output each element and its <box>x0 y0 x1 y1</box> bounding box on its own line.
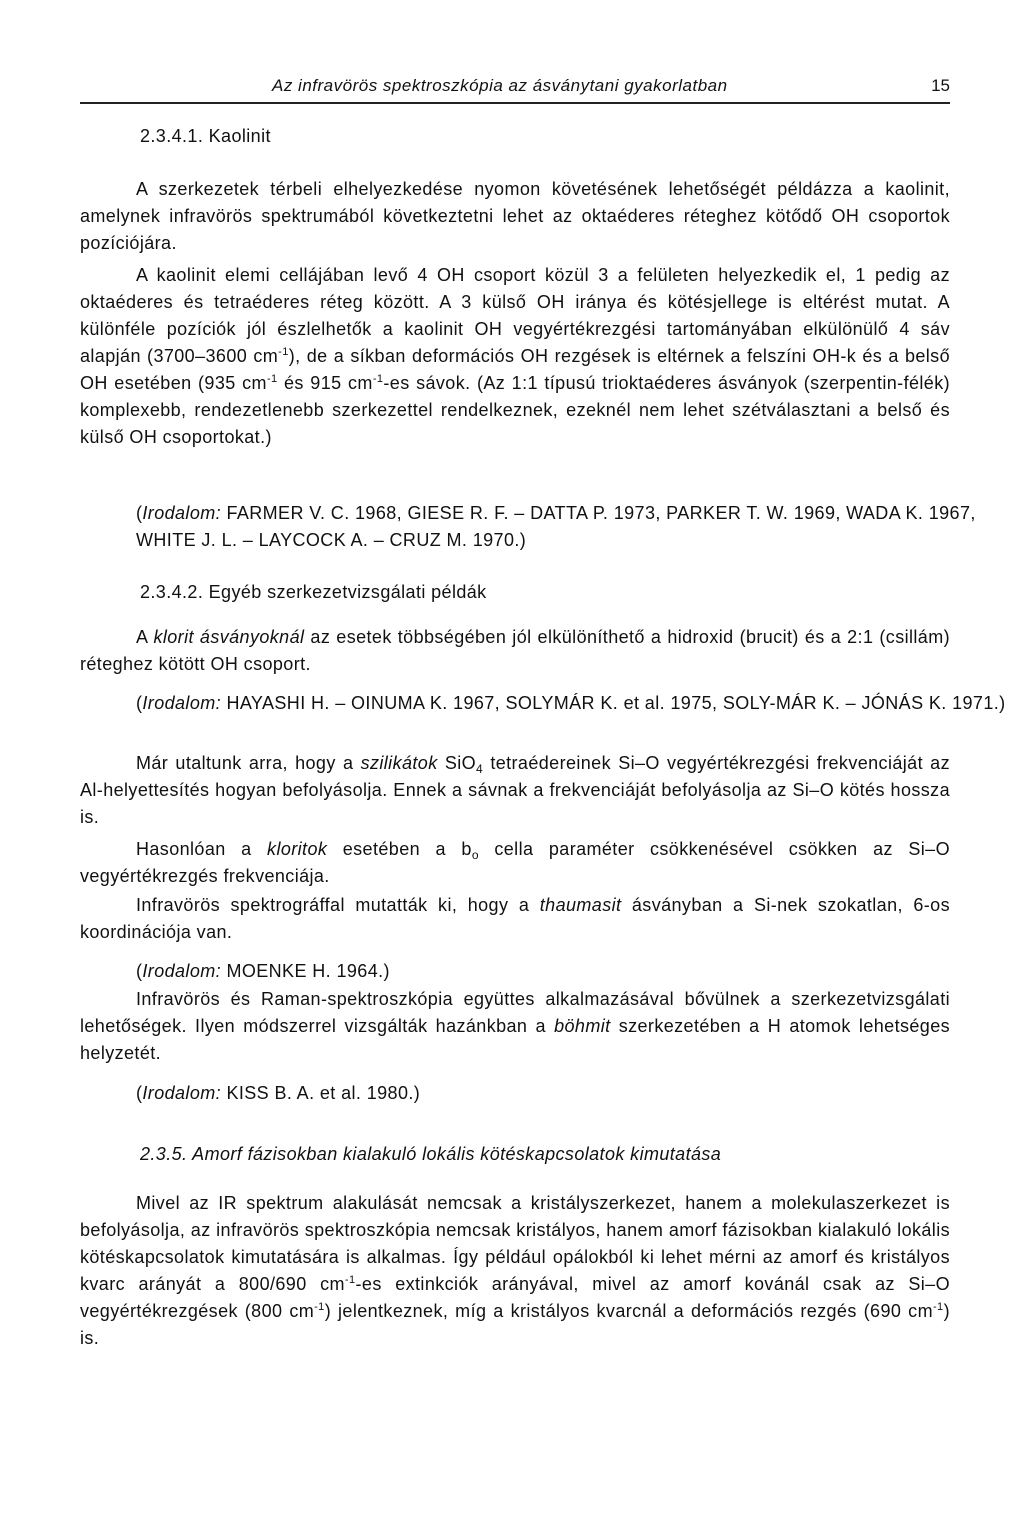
paragraph-amorph: Mivel az IR spektrum alakulását nemcsak a kristályszerkezet, hanem a molekulaszerkezet is befolyásolja, az infravörös spektroszkópia nemcsak kristályos, hanem amorf fázisokban kialakuló lokális kötéskapcsolatok kimutatására is alkalmas. Így például opálokból ki lehet mérni az amorf és kristályos kvarc arányát a 800/690 $cm^{-1}-es$ extinkciók arányával, mivel az amorf kovánál csak az Si–O vegyértékrezgések (800 $cm^{-1}$) jelentkeznek, míg a kristályos kvarcnál a deformációs rezgés (690 $cm^{-1}$) is. <box>80 1193 950 1348</box>
paragraph-silicates: Már utaltunk arra, hogy a szilikátok SiO$_4$ tetraédereinek Si–O vegyértékrezgési frekvenciáját az Al-helyettesítés hogyan befolyásolja. Ennek a sávnak a frekvenciáját befolyásolja az Si–O kötés hossza is. <box>80 753 950 827</box>
reference-klorit: (Irodalom: HAYASHI H. – OINUMA K. 1967, SOLYMÁR K. et al. 1975, SOLY-MÁR K. – JÓNÁS K. 1971.) <box>136 693 1006 713</box>
paragraph-thaumasit: Infravörös spektrográffal mutatták ki, hogy a thaumasit ásványban a Si-nek szokatlan, 6-os koordinációja van. <box>80 895 950 942</box>
paragraph-raman: Infravörös és Raman-spektroszkópia együttes alkalmazásával bővülnek a szerkezetvizsgálati lehetőségek. Ilyen módszerrel vizsgálták hazánkban a böhmit szerkezetében a H atomok lehetséges helyzetét. <box>80 989 951 1063</box>
section-heading-kaolinit: 2.3.4.1. Kaolinit <box>140 126 271 146</box>
reference-kaolinit: (Irodalom: FARMER V. C. 1968, GIESE R. F. – DATTA P. 1973, PARKER T. W. 1969, WADA K. 1967, WHITE J. L. – LAYCOCK A. – CRUZ M. 1970.) <box>136 503 976 550</box>
page-number: 15 <box>931 76 950 95</box>
section-heading-amorph: 2.3.5. Amorf fázisokban kialakuló lokális kötéskapcsolatok kimutatása <box>140 1144 722 1164</box>
paragraph-klorit: A klorit ásványoknál az esetek többségében jól elkülöníthető a hidroxid (brucit) és a 2:1 (csillám) réteghez kötött OH csoport. <box>80 627 950 674</box>
paragraph-kloritok: Hasonlóan a kloritok esetében a $b_o$ cella paraméter csökkenésével csökken az Si–O vegyértékrezgés frekvenciája. <box>80 839 950 886</box>
header-title: Az infravörös spektroszkópia az ásványtani gyakorlatban <box>272 76 728 95</box>
reference-bohmit: (Irodalom: KISS B. A. et al. 1980.) <box>136 1083 421 1103</box>
paragraph-intro: A szerkezetek térbeli elhelyezkedése nyomon követésének lehetőségét példázza a kaolinit, amelynek infravörös spektrumából következtetni lehet az oktaéderes réteghez kötődő OH csoportok pozíciójára. <box>80 179 950 253</box>
section-heading-other-examples: 2.3.4.2. Egyéb szerkezetvizsgálati példák <box>140 582 487 602</box>
paragraph-kaolinit-cell: A kaolinit elemi cellájában levő 4 OH csoport közül 3 a felületen helyezkedik el, 1 pedig az oktaéderes és tetraéderes réteg között. A 3 külső OH iránya és kötésjellege is eltérést mutat. A különféle pozíciók jól észlelhetők a kaolinit OH vegyértékrezgési tartományában elkülönülő 4 sáv alapján (3700–3600 $cm^{-1}$), de a síkban deformációs OH rezgések is eltérnek a felszíni OH-k és a belső OH esetében (935 $cm^{-1}$ és 915 $cm^{-1}-es$ sávok. (Az 1:1 típusú trioktaéderes ásványok (szerpentin-félék) komplexebb, rendezetlenebb szerkezettel rendelkeznek, ezeknél nem lehet szétválasztani a belső és külső OH csoportokat.) <box>80 265 950 447</box>
running-header <box>80 72 950 104</box>
reference-thaumasit: (Irodalom: MOENKE H. 1964.) <box>136 961 390 981</box>
